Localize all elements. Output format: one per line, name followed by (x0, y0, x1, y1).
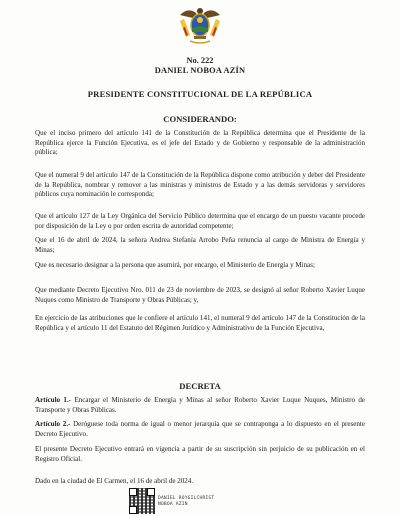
article-2-text: Deróguese toda norma de igual o menor jerarquía que se contraponga a lo dispuesto en el presente Decreto Ejecutivo. (35, 420, 365, 438)
considerando-paragraph: Que el inciso primero del artículo 141 de la Constitución de la República determina que el Presidente de la República ejerce la Función Ejecutiva, es el jefe del Estado y de Gobierno y responsable de la administración pública; (35, 129, 365, 157)
considerando-paragraph: Que mediante Decreto Ejecutivo Nro. 011 de 23 de noviembre de 2023, se designó al señor Roberto Xavier Luque Nuques como Ministro de Transporte y Obras Públicas; y, (35, 286, 365, 304)
place-date: Dado en la ciudad de El Carmen, el 16 de abril de 2024. (35, 477, 194, 485)
considerando-paragraph: Que el 16 de abril de 2024, la señora Andrea Stefanía Arrobo Peña renuncia al cargo de Ministra de Energía y Minas; (35, 236, 365, 254)
president-name: DANIEL NOBOA AZÍN (154, 66, 246, 75)
considerando-paragraph: Que el numeral 9 del artículo 147 de la Constitución de la República dispone como atribución y deber del Presidente de la República, nombrar y remover a las ministras y ministros de Estado y a las demás servidoras y servidores públicos cuya nominación le corresponda; (35, 171, 365, 199)
article-1-label: Artículo 1.- (35, 396, 72, 404)
article-2 (35, 420, 365, 439)
final-provision: El presente Decreto Ejecutivo entrará en vigencia a partir de su suscripción sin perjuicio de su publicación en el Registro Oficial. (35, 445, 365, 463)
decree-number: No. 222 (186, 56, 214, 65)
qr-finder (129, 506, 137, 514)
article-2-label: Artículo 2.- (35, 420, 71, 428)
signature-line-1: DANIEL ROYGILCHRIST (158, 496, 215, 501)
qr-finder (147, 488, 155, 496)
qr-finder (129, 488, 137, 496)
decreta-heading: DECRETA (179, 381, 221, 391)
considerando-paragraph: Que el artículo 127 de la Ley Orgánica del Servicio Público determina que el encargo de un puesto vacante procede por disposición de la Ley o por orden escrita de autoridad competente; (35, 212, 365, 230)
qr-code-icon (129, 488, 155, 514)
signature-line-2: NOBOA AZIN (158, 502, 188, 507)
considerando-paragraph: En ejercicio de las atribuciones que le confiere el artículo 141, el numeral 9 del artículo 147 de la Constitución de la República y el artículo 11 del Estatuto del Régimen Jurídico y Administrativo de la Función Ejecutiva, (35, 314, 365, 332)
article-1-text: Encargar el Ministerio de Energía y Minas al señor Roberto Xavier Luque Nuques, Ministro de Transporte y Obras Públicas. (35, 396, 365, 414)
considerando-heading: CONSIDERANDO: (163, 114, 237, 124)
ecuador-coat-of-arms-icon (176, 5, 224, 45)
president-title: PRESIDENTE CONSTITUCIONAL DE LA REPÚBLICA (87, 89, 313, 99)
considerando-paragraph: Que es necesario designar a la persona que asumirá, por encargo, el Ministerio de Energía y Minas; (35, 261, 315, 269)
article-1 (35, 396, 365, 415)
